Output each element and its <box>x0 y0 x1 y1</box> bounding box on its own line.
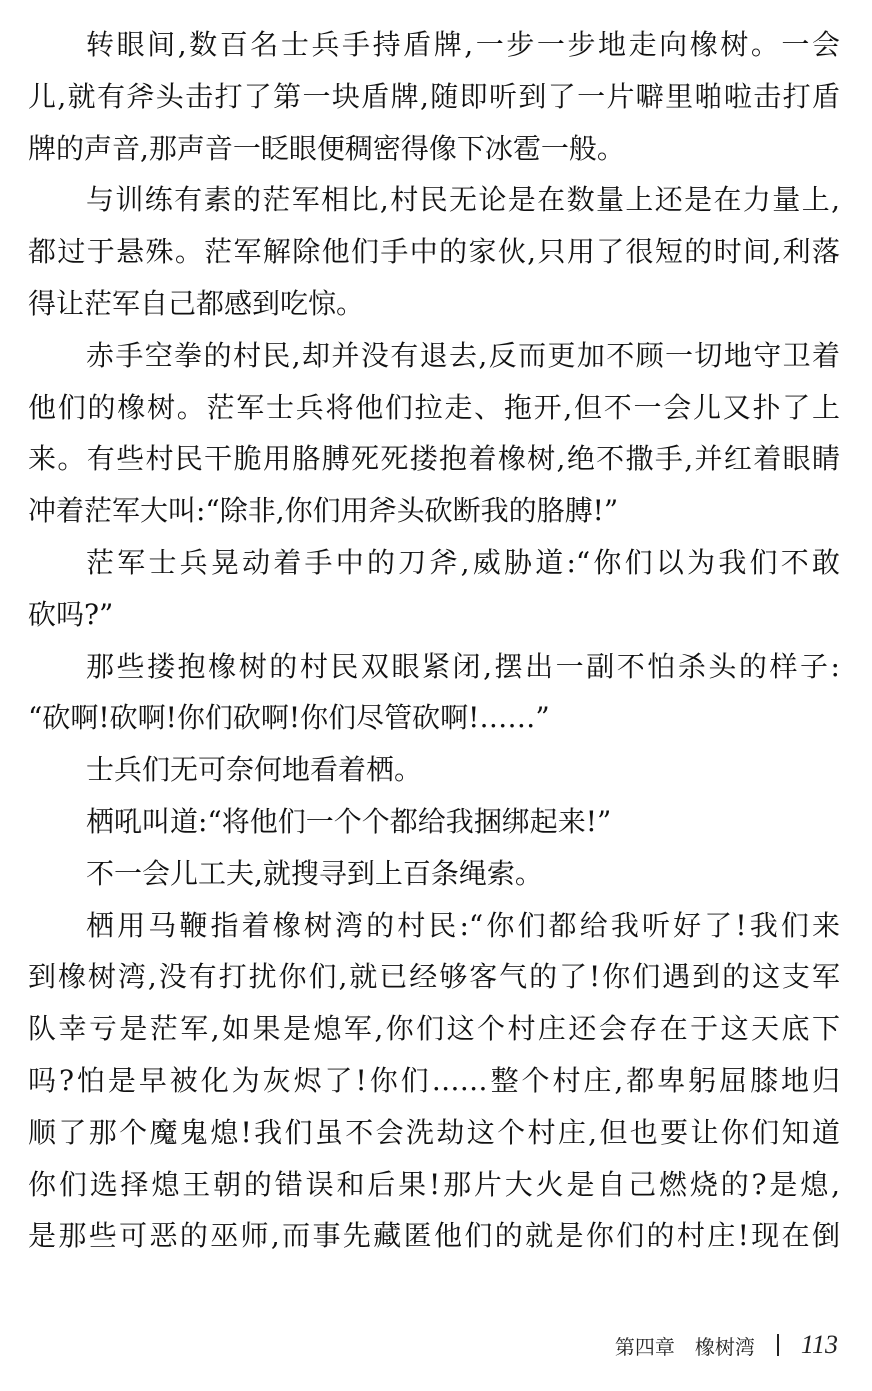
text-line: 茫军士兵晃动着手中的刀斧,威胁道:“你们以为我们不敢 <box>86 545 840 579</box>
paragraph <box>28 641 840 745</box>
text-line: 都过于悬殊。茫军解除他们手中的家伙,只用了很短的时间,利落 <box>28 235 840 269</box>
text-line: 儿,就有斧头击打了第一块盾牌,随即听到了一片噼里啪啦击打盾 <box>28 79 840 113</box>
text-line: “砍啊!砍啊!你们砍啊!你们尽管砍啊!……” <box>28 701 550 735</box>
running-header-chapter: 第四章 橡树湾 <box>614 1334 755 1359</box>
text-line: 栖吼叫道:“将他们一个个都给我捆绑起来!” <box>86 804 612 838</box>
text-line: 得让茫军自己都感到吃惊。 <box>28 286 365 320</box>
page-number: 113 <box>800 1330 838 1359</box>
text-line: 与训练有素的茫军相比,村民无论是在数量上还是在力量上, <box>86 183 840 217</box>
text-line: 砍吗?” <box>28 597 114 631</box>
text-line: 转眼间,数百名士兵手持盾牌,一步一步地走向橡树。一会 <box>86 28 840 61</box>
paragraph <box>28 744 840 796</box>
paragraph <box>28 796 840 848</box>
text-line: 他们的橡树。茫军士兵将他们拉走、拖开,但不一会儿又扑了上 <box>28 390 840 424</box>
text-line: 牌的声音,那声音一眨眼便稠密得像下冰雹一般。 <box>28 131 625 165</box>
page-footer <box>615 1330 838 1360</box>
text-line: 顺了那个魔鬼熄!我们虽不会洗劫这个村庄,但也要让你们知道 <box>28 1115 840 1149</box>
text-line: 士兵们无可奈何地看着栖。 <box>86 753 423 787</box>
text-line: 队幸亏是茫军,如果是熄军,你们这个村庄还会存在于这天底下 <box>28 1012 840 1046</box>
text-line: 到橡树湾,没有打扰你们,就已经够客气的了!你们遇到的这支军 <box>28 960 840 994</box>
paragraph <box>28 848 840 900</box>
text-line: 来。有些村民干脆用胳膊死死搂抱着橡树,绝不撒手,并红着眼睛 <box>28 442 840 476</box>
paragraph <box>28 174 840 329</box>
text-line: 赤手空拳的村民,却并没有退去,反而更加不顾一切地守卫着 <box>86 338 840 372</box>
body-text <box>28 19 840 1262</box>
text-line: 你们选择熄王朝的错误和后果!那片大火是自己燃烧的?是熄, <box>28 1167 840 1201</box>
paragraph <box>28 537 840 641</box>
footer-divider <box>777 1334 779 1356</box>
text-line: 不一会儿工夫,就搜寻到上百条绳索。 <box>86 856 543 890</box>
text-line: 是那些可恶的巫师,而事先藏匿他们的就是你们的村庄!现在倒 <box>28 1219 840 1253</box>
text-line: 那些搂抱橡树的村民双眼紧闭,摆出一副不怕杀头的样子: <box>86 649 840 683</box>
text-line: 吗?怕是早被化为灰烬了!你们……整个村庄,都卑躬屈膝地归 <box>28 1063 840 1097</box>
paragraph <box>28 19 840 174</box>
text-line: 冲着茫军大叫:“除非,你们用斧头砍断我的胳膊!” <box>28 494 619 528</box>
paragraph <box>28 900 840 1263</box>
text-line: 栖用马鞭指着橡树湾的村民:“你们都给我听好了!我们来 <box>86 908 840 942</box>
paragraph <box>28 330 840 537</box>
